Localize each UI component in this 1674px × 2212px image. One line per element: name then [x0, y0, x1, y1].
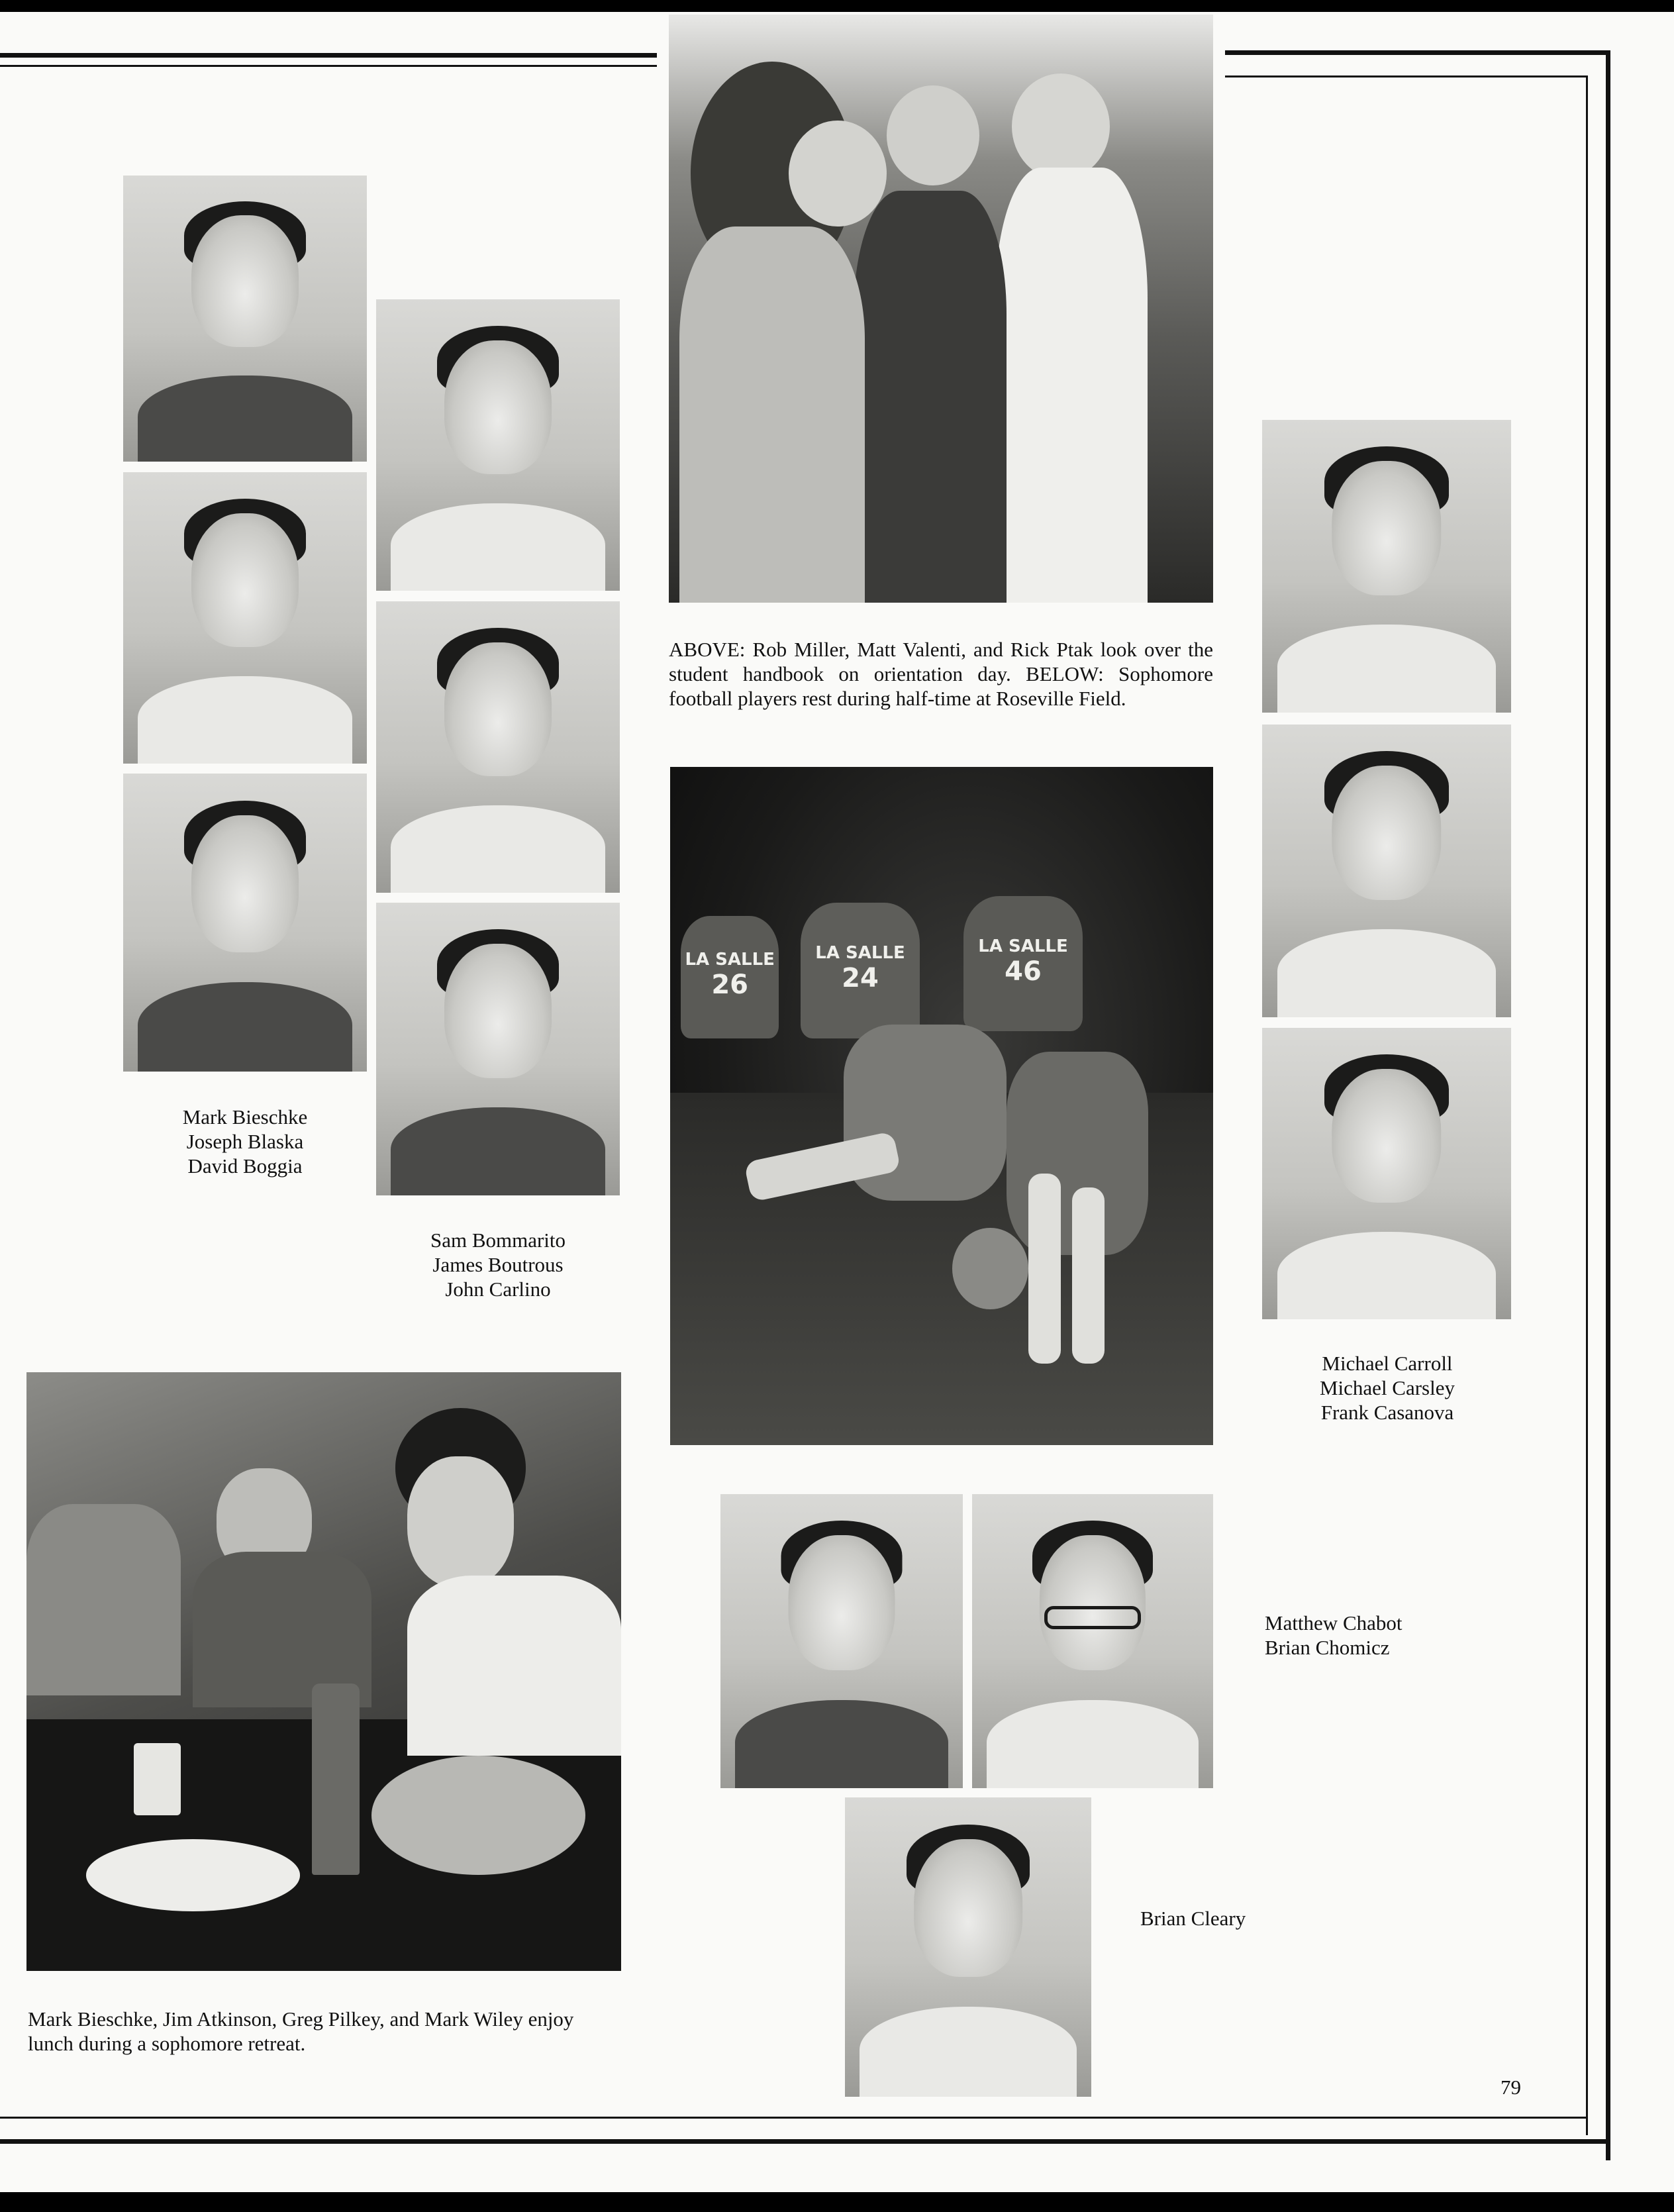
portrait-brian-cleary [845, 1797, 1091, 2097]
portrait-michael-carsley [1262, 725, 1511, 1017]
portrait-mark-bieschke [123, 176, 367, 462]
name-line: John Carlino [445, 1278, 551, 1301]
names-cleary [1140, 1906, 1339, 1931]
orientation-caption: ABOVE: Rob Miller, Matt Valenti, and Rick Ptak look over the student handbook on orientation day. BELOW: Sophomore football players rest during half-time at Roseville Field. [669, 638, 1213, 710]
names-left [123, 1105, 367, 1178]
portrait-sam-bommarito [376, 299, 620, 591]
name-line: Mark Bieschke [182, 1105, 308, 1129]
bottom-rule-thin [0, 2117, 1588, 2119]
name-line: Frank Casanova [1320, 1401, 1454, 1424]
portrait-joseph-blaska [123, 472, 367, 764]
name-line: Michael Carroll [1322, 1352, 1453, 1375]
portrait-james-boutrous [376, 601, 620, 893]
top-rule-right-thin [1225, 75, 1588, 77]
jersey-text-middle: LA SALLE 24 [815, 943, 905, 994]
name-line: Matthew Chabot [1265, 1611, 1403, 1634]
name-line: Brian Chomicz [1265, 1636, 1390, 1659]
lunch-photo [26, 1372, 621, 1971]
names-middle-left [376, 1228, 620, 1301]
football-photo [670, 767, 1213, 1445]
name-line: Joseph Blaska [186, 1130, 304, 1153]
lunch-caption: Mark Bieschke, Jim Atkinson, Greg Pilkey, and Mark Wiley enjoy lunch during a sophomore retreat. [28, 2007, 574, 2055]
jersey-text-left: LA SALLE 26 [685, 950, 775, 1001]
top-rule-left [0, 53, 657, 58]
name-line: Michael Carsley [1319, 1376, 1455, 1399]
jersey-text-right: LA SALLE 46 [978, 936, 1068, 987]
name-line: Brian Cleary [1140, 1907, 1246, 1930]
top-rule-right [1225, 50, 1610, 55]
right-frame-outer [1606, 50, 1610, 2160]
portrait-michael-carroll [1262, 420, 1511, 713]
name-line: David Boggia [187, 1154, 303, 1178]
portrait-brian-chomicz [972, 1494, 1213, 1788]
portrait-john-carlino [376, 903, 620, 1195]
names-right [1258, 1351, 1516, 1425]
name-line: Sam Bommarito [430, 1229, 566, 1252]
names-chabot [1265, 1611, 1503, 1660]
bottom-rule-thick [0, 2139, 1610, 2144]
portrait-frank-casanova [1262, 1028, 1511, 1319]
orientation-photo [669, 15, 1213, 603]
yearbook-page [0, 12, 1674, 2192]
portrait-matthew-chabot [720, 1494, 963, 1788]
name-line: James Boutrous [432, 1253, 564, 1276]
top-rule-left-thin [0, 65, 657, 67]
portrait-david-boggia [123, 774, 367, 1072]
page-number: 79 [1501, 2076, 1521, 2099]
right-frame-inner [1586, 75, 1588, 2135]
